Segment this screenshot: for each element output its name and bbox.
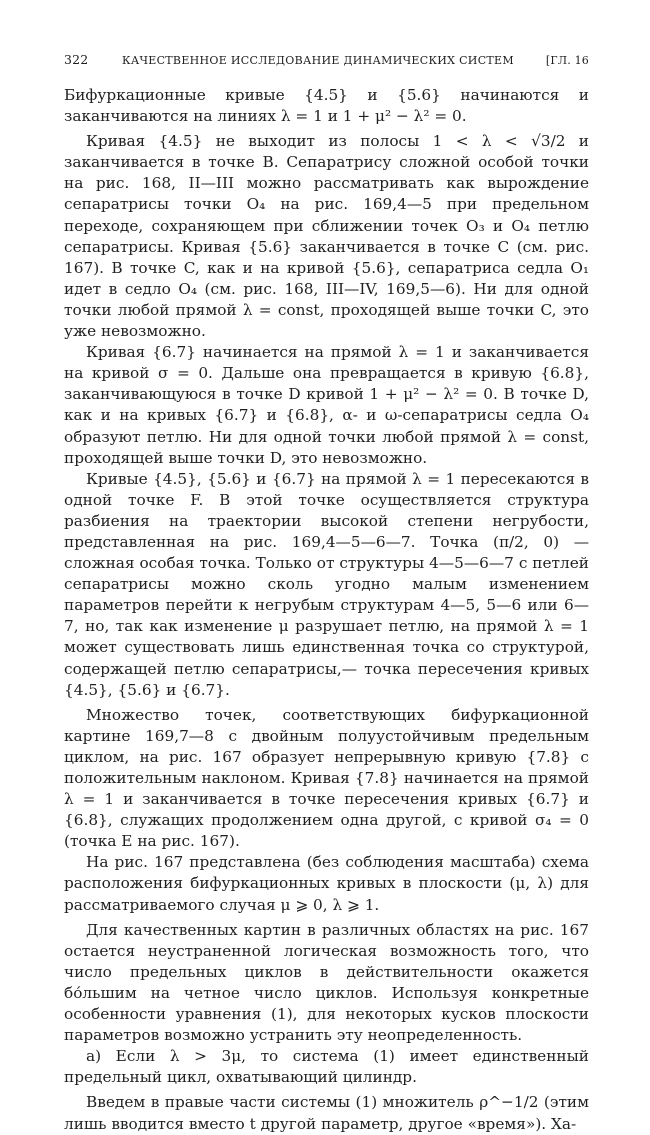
body-text (64, 85, 589, 1135)
paragraph-6: На рис. 167 представлена (без соблюдения масштаба) схема расположения бифуркационных кривых в плоскости (μ, λ) для рассматриваемого случая μ ⩾ 0, λ ⩾ 1. (64, 853, 589, 914)
paragraph-4: Кривые {4.5}, {5.6} и {6.7} на прямой λ = 1 пересекаются в одной точке F. В этой точке осуществляется структура разбиения на траектории высокой степени негрубости, представленная на рис. 169,4—5—6—7. Точка (π/2, 0) — сложная особая точка. Только от структуры 4—5—6—7 с петлей сепаратрисы можно сколь угодно малым изменением параметров перейти к негрубым структурам 4—5, 5—6 или 6—7, но, так как изменение μ разрушает петлю, на прямой λ = 1 может существовать лишь единственная точка со структурой, содержащей петлю сепаратрисы,— точка пересечения кривых {4.5}, {5.6} и {6.7}. (64, 469, 589, 699)
chapter-marker: [ГЛ. 16 (545, 54, 589, 67)
paragraph-8-italic-statement: а) Если λ > 3μ, то система (1) имеет единственный предельный цикл, охватывающий цилиндр. (64, 1047, 589, 1087)
running-header (64, 52, 589, 67)
paragraph-9: Введем в правые части системы (1) множитель ρ^−1/2 (этим лишь вводится вместо t другой параметр, другое «время»). Ха- (64, 1093, 589, 1133)
paragraph-5: Множество точек, соответствующих бифуркационной картине 169,7—8 с двойным полуустойчивым предельным циклом, на рис. 167 образует непрерывную кривую {7.8} с положительным наклоном. Кривая {7.8} начинается на прямой λ = 1 и заканчивается в точке пересечения кривых {6.7} и {6.8}, служащих продолжением одна другой, с кривой σ₄ = 0 (точка E на рис. 167). (64, 705, 589, 851)
paragraph-2: Кривая {4.5} не выходит из полосы 1 < λ < √3/2 и заканчивается в точке B. Сепаратрису сложной особой точки на рис. 168, II—III можно рассматривать как вырождение сепаратрисы точки O₄ на рис. 169,4—5 при предельном переходе, сохраняющем при сближении точек O₃ и O₄ петлю сепаратрисы. Кривая {5.6} заканчивается в точке C (см. рис. 167). В точке C, как и на кривой {5.6}, сепаратриса седла O₁ идет в седло O₄ (см. рис. 168, III—IV, 169,5—6). Ни для одной точки любой прямой λ = const, проходящей выше точки C, это уже невозможно. (64, 132, 589, 341)
running-title: КАЧЕСТВЕННОЕ ИССЛЕДОВАНИЕ ДИНАМИЧЕСКИХ СИСТЕМ (122, 54, 514, 67)
paragraph-3: Кривая {6.7} начинается на прямой λ = 1 и заканчивается на кривой σ = 0. Дальше она превращается в кривую {6.8}, заканчивающуюся в точке D кривой 1 + μ² − λ² = 0. В точке D, как и на кривых {6.7} и {6.8}, α- и ω-сепаратрисы седла O₄ образуют петлю. Ни для одной точки любой прямой λ = const, проходящей выше точки D, это невозможно. (64, 343, 589, 467)
paragraph-7: Для качественных картин в различных областях на рис. 167 остается неустраненной логическая возможность того, что число предельных циклов в действительности окажется бо́льшим на четное число циклов. Используя конкретные особенности уравнения (1), для некоторых кусков плоскости параметров возможно устранить эту неопределенность. (64, 920, 589, 1045)
page-number: 322 (64, 52, 89, 67)
paragraph-1: Бифуркационные кривые {4.5} и {5.6} начинаются и заканчиваются на линиях λ = 1 и 1 + μ² − λ² = 0. (64, 86, 589, 126)
book-page (64, 52, 589, 1135)
